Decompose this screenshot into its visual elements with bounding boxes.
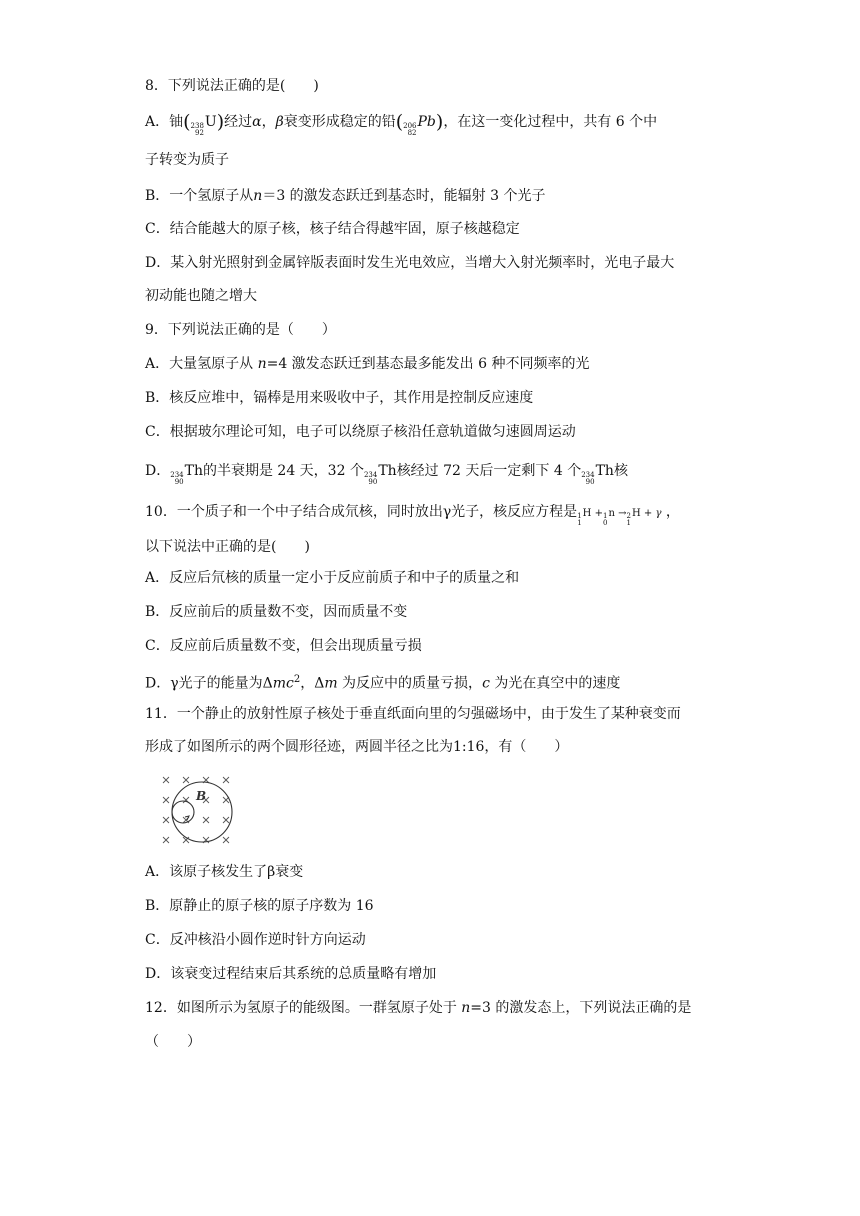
question-10-option-b: B．反应前后的质量数不变，因而质量不变 — [145, 604, 408, 620]
question-12-stem: 12．如图所示为氢原子的能级图。一群氢原子处于 n=3 的激发态上，下列说法正确的是 — [145, 1000, 692, 1016]
question-10-option-a: A．反应后氘核的质量一定小于反应前质子和中子的质量之和 — [145, 570, 520, 586]
question-10-stem: 10．一个质子和一个中子结合成氘核，同时放出γ光子，核反应方程是 1 1 H + 1 0 n → 2 1 H + γ ， — [145, 504, 680, 527]
question-11-option-d: D．该衰变过程结束后其系统的总质量略有增加 — [145, 966, 437, 982]
question-8-option-c: C．结合能越大的原子核，核子结合得越牢固，原子核越稳定 — [145, 221, 520, 237]
question-8-stem: 8．下列说法正确的是( ) — [145, 78, 319, 94]
question-9-stem: 9．下列说法正确的是（ ） — [145, 322, 336, 338]
question-9-option-c: C．根据玻尔理论可知，电子可以绕原子核沿任意轨道做匀速圆周运动 — [145, 424, 576, 440]
question-9-option-a: A．大量氢原子从 n=4 激发态跃迁到基态最多能发出 6 种不同频率的光 — [145, 356, 590, 372]
question-10-option-c: C．反应前后质量数不变，但会出现质量亏损 — [145, 638, 422, 654]
question-8-option-d: D．某入射光照射到金属锌版表面时发生光电效应，当增大入射光频率时，光电子最大 — [145, 255, 675, 271]
question-8-option-a: A．铀( 238 92 U)经过α，β衰变形成稳定的铅( 206 82 Pb)，在这一变化过程中，共有 6 个中 — [145, 111, 658, 137]
question-11-option-a: A．该原子核发生了β衰变 — [145, 864, 304, 880]
question-9-option-b: B．核反应堆中，镉棒是用来吸收中子，其作用是控制反应速度 — [145, 390, 534, 406]
thorium-nuclide: 234 90 — [363, 471, 378, 486]
question-10-stem-cont: 以下说法中正确的是( ) — [145, 539, 310, 555]
question-11-option-c: C．反冲核沿小圆作逆时针方向运动 — [145, 932, 366, 948]
small-track-circle — [172, 801, 194, 823]
thorium-nuclide: 234 90 — [170, 471, 184, 486]
question-8-option-a-cont: 子转变为质子 — [145, 152, 229, 168]
question-10-option-d: D．γ光子的能量为Δmc$^2$，Δm 为反应中的质量亏损，c 为光在真空中的速度 — [145, 674, 621, 692]
lead-nuclide: 206 82 — [403, 122, 417, 137]
field-label: B — [196, 789, 207, 803]
question-9-option-d: D． 234 90 Th的半衰期是 24 天，32 个 234 90 Th核经过 72 天后一定剩下 4 个 234 90 Th核 — [145, 463, 628, 486]
magnetic-field-track-figure — [158, 772, 244, 850]
question-8-option-b: B．一个氢原子从n＝3 的激发态跃迁到基态时，能辐射 3 个光子 — [145, 188, 546, 204]
uranium-nuclide: 238 92 — [190, 122, 204, 137]
nuclear-reaction-equation: 1 1 H + 1 0 n → 2 1 H + γ — [577, 508, 662, 527]
question-8-option-d-cont: 初动能也随之增大 — [145, 288, 257, 304]
question-11-option-b: B．原静止的原子核的原子序数为 16 — [145, 898, 374, 914]
question-11-stem-cont: 形成了如图所示的两个圆形径迹，两圆半径之比为1:16，有（ ） — [145, 739, 569, 755]
question-12-stem-cont: （ ） — [145, 1034, 201, 1050]
question-11-stem: 11．一个静止的放射性原子核处于垂直纸面向里的匀强磁场中，由于发生了某种衰变而 — [145, 706, 681, 722]
thorium-nuclide: 234 90 — [581, 471, 595, 486]
